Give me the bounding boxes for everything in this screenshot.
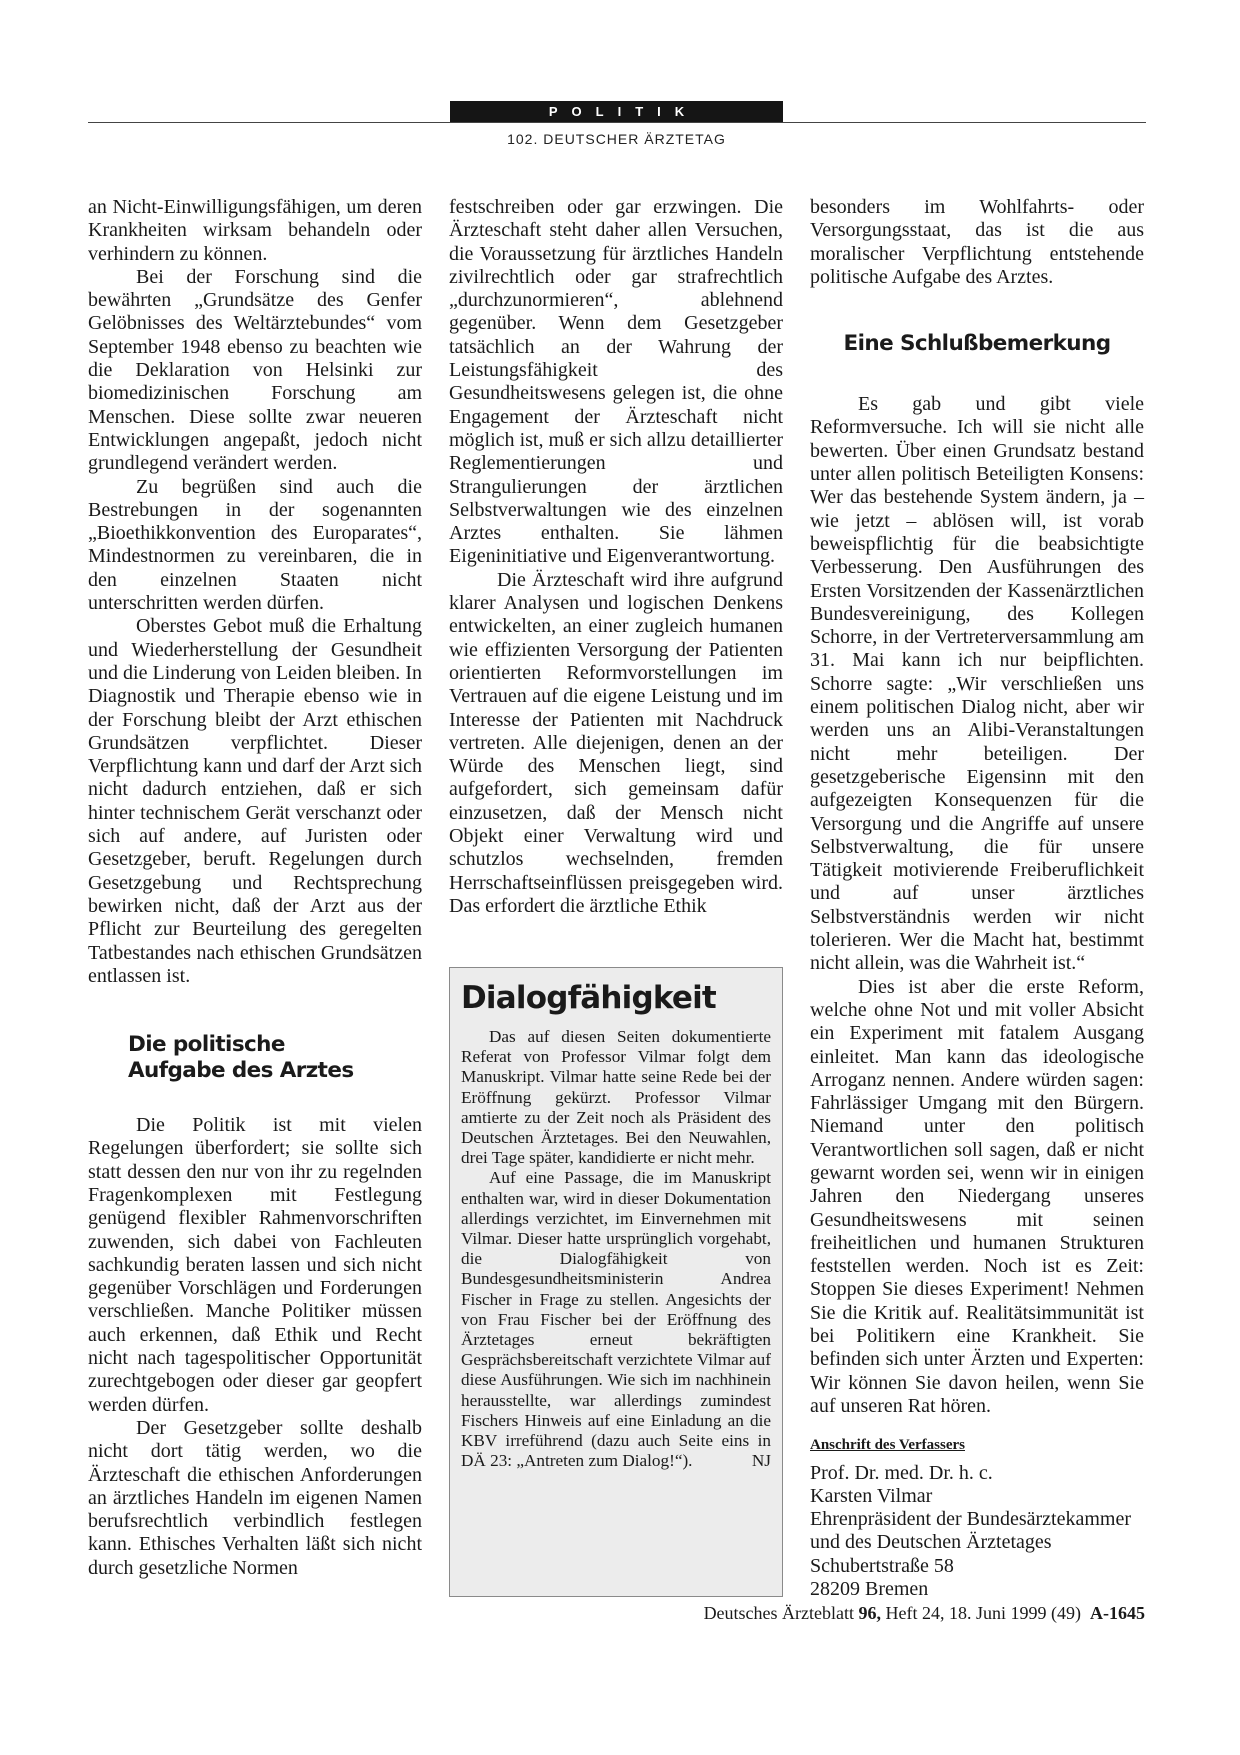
paragraph: Die Ärzteschaft wird ihre aufgrund klarer Analysen und logischen Denkens entwickelten, an einer zugleich humanen wie effizienten Versorgung der Patienten orientierten Reformvorstellungen im Vertrauen auf die eigene Leistung und im Interesse der Patienten mit Nachdruck vertreten. Alle diejenigen, denen an der Würde des Menschen liegt, sind aufgefordert, sich gemeinsam dafür einzusetzen, daß der Mensch nicht Objekt einer Verwaltung wird und schutzlos wechselnden, fremden Herrschaftseinflüssen preisgegeben wird. Das erfordert die ärztliche Ethik [449,568,783,917]
paragraph: Bei der Forschung sind die bewährten „Grundsätze des Genfer Gelöbnisses des Weltärztebundes“ vom September 1948 ebenso zu beachten wie die Deklaration von Helsinki zur biomedizinischen Forschung am Menschen. Diese sollte zwar neueren Entwicklungen angepaßt, jedoch nicht grundlegend verändert werden. [88,265,422,475]
section-heading-final: Eine Schlußbemerkung [843,331,1111,357]
heading-line: Aufgabe des Arztes [128,1058,354,1084]
author-line: Ehrenpräsident der Bundesärztekammer und des Deutschen Ärztetages [810,1508,1131,1554]
info-box-title: Dialogfähigkeit [461,980,716,1016]
paragraph: an Nicht-Einwilligungsfähigen, um deren Krankheiten wirksam behandeln oder verhindern zu können. [88,196,422,265]
column-2 [449,196,783,918]
author-line: 28209 Bremen [810,1578,929,1601]
column-3 [810,196,1144,1601]
paragraph: Dies ist aber die erste Reform, welche ohne Not und mit voller Absicht ein Experiment mit fatalem Ausgang einleitet. Man kann das ideologische Arroganz nennen. Andere würden sagen: Fahrlässiger Umgang mit den Bürgern. Niemand unter den politisch Verantwortlichen soll sagen, daß er nicht gewarnt worden sei, wenn wir in einigen Jahren den Niedergang unseres Gesundheitswesens mit seinen freiheitlichen und humanen Strukturen feststellen werden. Noch ist es Zeit: Stoppen Sie dieses Experiment! Nehmen Sie die Kritik auf. Realitätsimmunität ist bei Politikern eine Krankheit. Sie befinden sich unter Ärzten und Experten: Wir können Sie davon heilen, wenn Sie auf unseren Rat hören. [810,975,1144,1417]
section-banner: POLITIK [450,101,783,122]
header-rule [88,122,1146,123]
author-line: Prof. Dr. med. Dr. h. c. [810,1461,993,1484]
paragraph-text: Auf eine Passage, die im Manuskript enthalten war, wird in dieser Dokumentation allerdings verzichtet, im Einvernehmen mit Vilmar. Dieser hatte ursprünglich vorgehabt, die Dialogfähigkeit von Bundesgesundheitsministerin Andrea Fischer in Frage zu stellen. Angesichts der von Frau Fischer bei der Eröffnung des Ärztetages erneut bekräftigten Gesprächsbereitschaft verzichtete Vilmar auf diese Ausführungen. Wie sich im nachhinein herausstellte, war allerdings zumindest Fischers Hinweis auf eine Einladung an die KBV irreführend (dazu auch Seite eins in DÄ 23: „Antreten zum Dialog!“). [461,1168,771,1471]
paragraph: Oberstes Gebot muß die Erhaltung und Wiederherstellung der Gesundheit und die Linderung von Leiden bleiben. In Diagnostik und Therapie ebenso wie in der Forschung bleibt der Arzt ethischen Grundsätzen verpflichtet. Dieser Verpflichtung kann und darf der Arzt sich nicht dadurch entziehen, daß er sich hinter technischem Gerät verschanzt oder sich auf andere, auf Juristen oder Gesetzgeber, beruft. Regelungen durch Gesetzgebung und Rechtsprechung bewirken nicht, daß der Arzt aus der Pflicht zur Beurteilung des geregelten Tatbestandes nach ethischen Grundsätzen entlassen ist. [88,615,422,987]
section-heading-politics [128,1032,422,1084]
page-number: A-1645 [1090,1603,1145,1623]
author-line: Schubertstraße 58 [810,1554,954,1577]
paragraph: Das auf diesen Seiten dokumentierte Referat von Professor Vilmar folgt dem Manuskript. Vilmar hatte seine Rede bei der Eröffnung gekürzt. Professor Vilmar amtierte zu der Zeit noch als Präsident des Deutschen Ärztetages. Bei den Neuwahlen, drei Tage später, kandidierte er nicht mehr. [461,1027,771,1168]
paragraph: festschreiben oder gar erzwingen. Die Ärzteschaft steht daher allen Versuchen, die Voraussetzung für ärztliches Handeln zivilrechtlich oder gar strafrechtlich „durchzunormieren“, ablehnend gegenüber. Wenn dem Gesetzgeber tatsächlich an der Wahrung der Leistungsfähigkeit des Gesundheitswesens gelegen ist, die ohne Engagement der Ärzteschaft nicht möglich ist, muß er sich allzu detaillierter Reglementierungen und Strangulierungen der ärztlichen Selbstverwaltungen wie des einzelnen Arztes enthalten. Sie lähmen Eigeninitiative und Eigenverantwortung. [449,196,783,568]
section-subtitle: 102. DEUTSCHER ÄRZTETAG [507,131,726,147]
author-initials: NJ [751,1451,771,1471]
author-address [810,1462,1144,1602]
paragraph: Der Gesetzgeber sollte deshalb nicht dort tätig werden, wo die Ärzteschaft die ethischen Anforderungen an ärztliches Handeln im eigenen Namen berufsrechtlich verbindlich festlegen kann. Ethisches Verhalten läßt sich nicht durch gesetzliche Normen [88,1416,422,1579]
info-box-body [461,1027,771,1471]
paragraph: Die Politik ist mit vielen Regelungen überfordert; sie sollte sich statt dessen den nur von ihr zu regelnden Fragenkomplexen mit Festlegung genügend flexibler Rahmenvorschriften zuwenden, sich dabei von Fachleuten sachkundig beraten lassen und sich nicht gegenüber Vorschlägen und Forderungen verschließen. Manche Politiker müssen auch erkennen, daß Ethik und Recht nicht nach tagespolitischer Opportunität zurechtgebogen oder dieser gar geopfert werden dürfen. [88,1114,422,1416]
paragraph: besonders im Wohlfahrts- oder Versorgungsstaat, das ist die aus moralischer Verpflichtung entstehende politische Aufgabe des Arztes. [810,196,1144,288]
page-footer [704,1603,1145,1624]
heading-line: Die politische [128,1032,285,1058]
paragraph: Es gab und gibt viele Reformversuche. Ich will sie nicht alle bewerten. Über einen Grundsatz bestand unter allen politisch Beteiligten Konsens: Wer das bestehende System ändern, ja – wie jetzt – ablösen will, ist vorab beweispflichtig für die beabsichtigte Verbesserung. Den Ausführungen des Ersten Vorsitzenden der Kassenärztlichen Bundesvereinigung, des Kollegen Schorre, in der Vertreterversammlung am 31. Mai kann ich nur beipflichten. Schorre sagte: „Wir verschließen uns einem politischen Dialog nicht, aber wir werden uns an Alibi-Veranstaltungen nicht mehr beteiligen. Der gesetzgeberische Eigensinn mit den aufgezeigten Konsequenzen für die Versorgung und die Angriffe auf unsere Selbstverwaltung, die für unsere Tätigkeit motivierende Freiberuflichkeit und auf unser ärztliches Selbstverständnis werden wir nicht tolerieren. Wer die Macht hat, bestimmt nicht allein, was die Wahrheit ist.“ [810,393,1144,975]
paragraph: Zu begrüßen sind auch die Bestrebungen in der sogenannten „Bioethikkonvention des Europarates“, Mindestnormen zu vereinbaren, die in den einzelnen Staaten nicht unterschritten werden dürfen. [88,475,422,615]
journal-issue: Heft 24, 18. Juni 1999 (49) [885,1603,1081,1623]
journal-name: Deutsches Ärzteblatt [703,1603,855,1623]
author-label: Anschrift des Verfassers [810,1437,965,1454]
journal-volume: 96, [858,1603,882,1623]
author-line: Karsten Vilmar [810,1484,933,1507]
column-1 [88,196,422,1580]
paragraph [461,1168,771,1471]
